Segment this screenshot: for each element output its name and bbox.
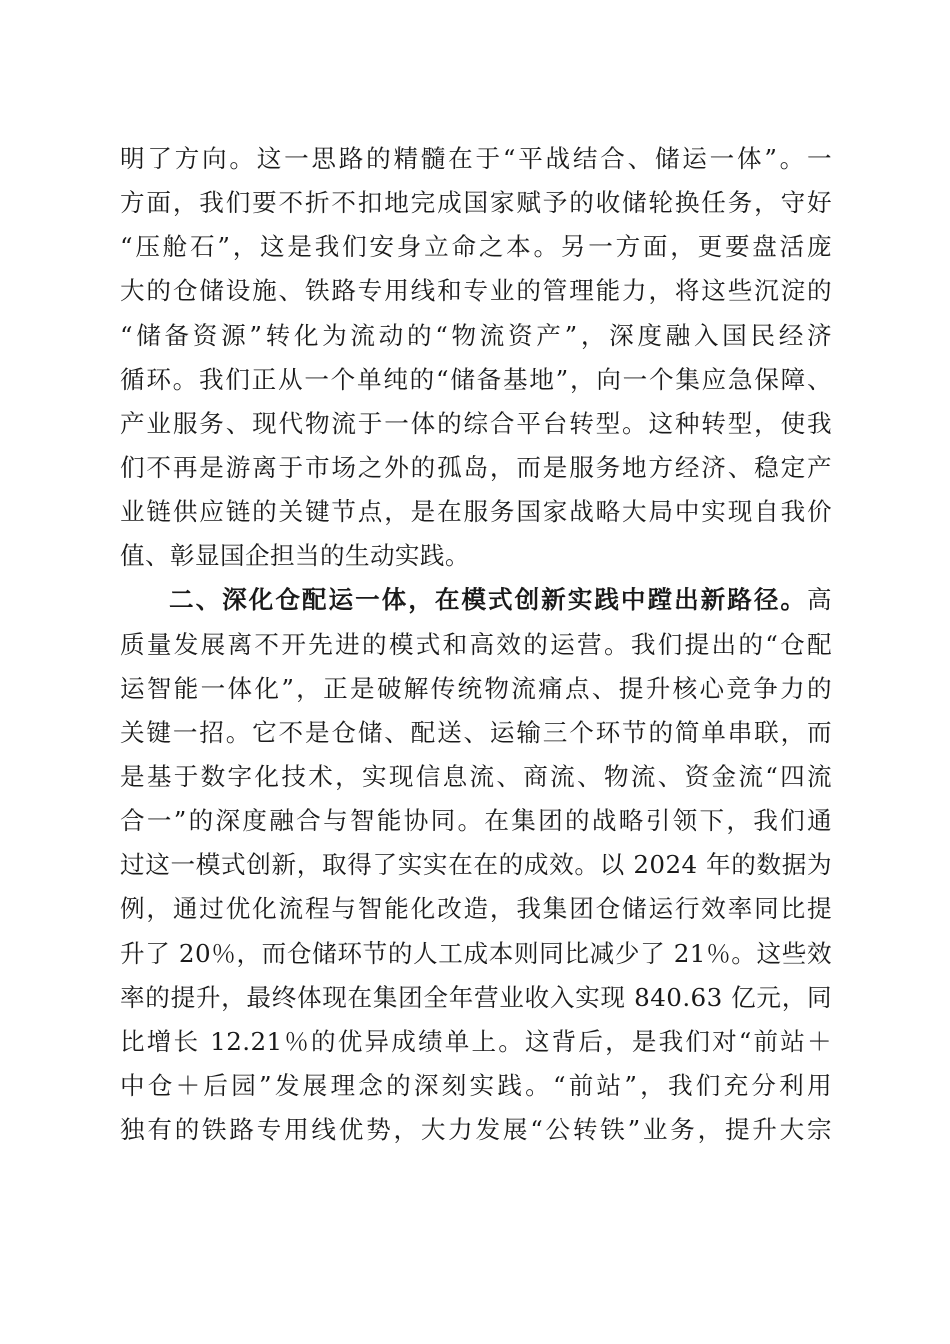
- text-line: 关键一招。它不是仓储、配送、运输三个环节的简单串联，而: [120, 717, 832, 747]
- text-line: 大的仓储设施、铁路专用线和专业的管理能力，将这些沉淀的: [120, 276, 832, 306]
- text-line: 比增长 12.21％的优异成绩单上。这背后，是我们对“前站＋: [120, 1026, 832, 1056]
- text-line: 们不再是游离于市场之外的孤岛，而是服务地方经济、稳定产: [120, 452, 832, 482]
- text-line: 率的提升，最终体现在集团全年营业收入实现 840.63 亿元，同: [120, 982, 832, 1012]
- section-heading: 二、深化仓配运一体，在模式创新实践中蹚出新路径。: [169, 585, 807, 615]
- text-line: “储备资源”转化为流动的“物流资产”，深度融入国民经济: [120, 320, 832, 350]
- text-line: 质量发展离不开先进的模式和高效的运营。我们提出的“仓配: [120, 629, 832, 659]
- text-line: 升了 20％，而仓储环节的人工成本则同比减少了 21％。这些效: [120, 938, 832, 968]
- section-heading-line: [120, 578, 832, 622]
- paragraph-2: [120, 578, 832, 1152]
- text-line: 循环。我们正从一个单纯的“储备基地”，向一个集应急保障、: [120, 364, 832, 394]
- text-line: “压舱石”，这是我们安身立命之本。另一方面，更要盘活庞: [120, 232, 832, 262]
- text-line: 产业服务、现代物流于一体的综合平台转型。这种转型，使我: [120, 408, 832, 438]
- text-line: 合一”的深度融合与智能协同。在集团的战略引领下，我们通: [120, 806, 832, 836]
- document-body: [120, 137, 832, 1152]
- text-line: 方面，我们要不折不扣地完成国家赋予的收储轮换任务，守好: [120, 188, 832, 218]
- text-line: 明了方向。这一思路的精髓在于“平战结合、储运一体”。一: [120, 144, 832, 173]
- text-line: 独有的铁路专用线优势，大力发展“公转铁”业务，提升大宗: [120, 1115, 832, 1145]
- text-line: 值、彰显国企担当的生动实践。: [120, 541, 470, 571]
- text-line: 过这一模式创新，取得了实实在在的成效。以 2024 年的数据为: [120, 850, 832, 880]
- text-line: 中仓＋后园”发展理念的深刻实践。“前站”，我们充分利用: [120, 1070, 832, 1100]
- paragraph-1: [120, 137, 832, 578]
- text-line: 运智能一体化”，正是破解传统物流痛点、提升核心竞争力的: [120, 673, 832, 703]
- text-line: 例，通过优化流程与智能化改造，我集团仓储运行效率同比提: [120, 894, 832, 924]
- heading-tail-text: 高: [807, 585, 832, 615]
- text-line: 是基于数字化技术，实现信息流、商流、物流、资金流“四流: [120, 761, 832, 791]
- text-line: 业链供应链的关键节点，是在服务国家战略大局中实现自我价: [120, 497, 832, 527]
